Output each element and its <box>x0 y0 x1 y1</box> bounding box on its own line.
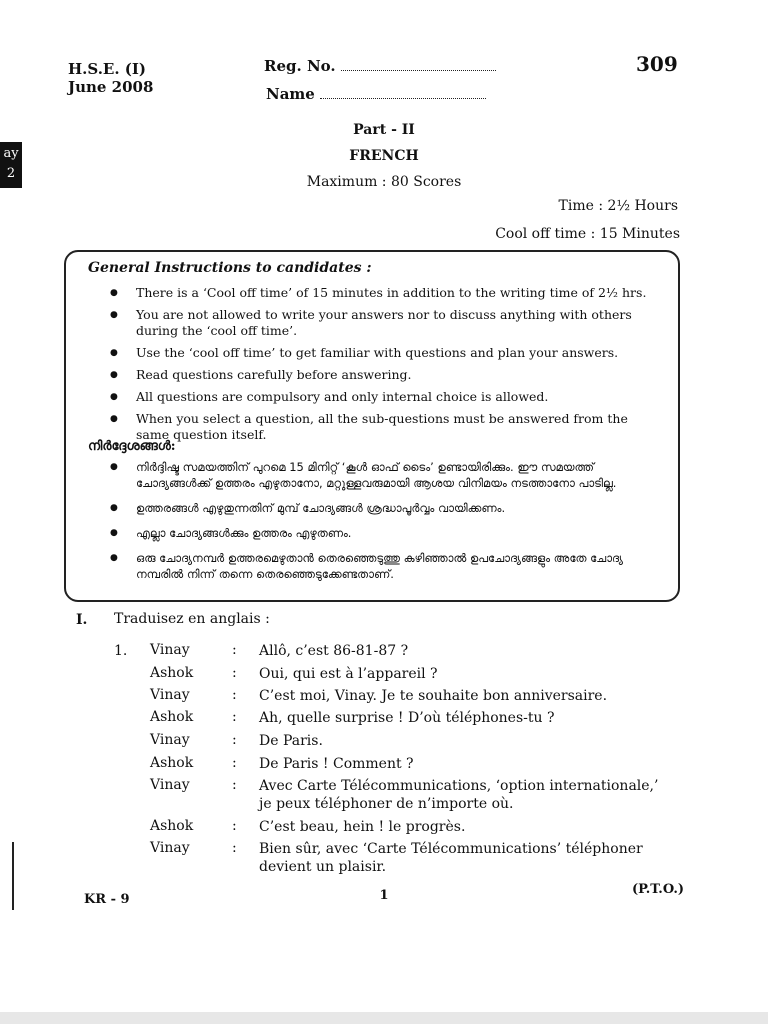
cool-off-time: Cool off time : 15 Minutes <box>495 226 680 242</box>
instruction-item: ● Read questions carefully before answering. <box>110 367 662 383</box>
colon: : <box>232 687 237 703</box>
edge-tab-line2: 2 <box>6 166 16 181</box>
subject-title: FRENCH <box>349 148 419 164</box>
colon: : <box>232 777 237 793</box>
question-number: 1. <box>114 643 128 659</box>
colon: : <box>232 709 237 725</box>
colon: : <box>232 642 237 658</box>
page-number: 1 <box>379 888 389 903</box>
section-instruction: Traduisez en anglais : <box>114 611 270 627</box>
colon: : <box>232 665 237 681</box>
scan-bottom-edge <box>0 1012 768 1024</box>
instructions-list <box>110 285 662 449</box>
instruction-item: ● When you select a question, all the sub-questions must be answered from the same question itself. <box>110 411 662 443</box>
speaker: Ashok <box>150 665 194 681</box>
speaker: Ashok <box>150 709 194 725</box>
line-text: Oui, qui est à l’appareil ? <box>259 666 438 682</box>
malayalam-instructions-heading: നിർദ്ദേശങ്ങൾ: <box>88 439 176 454</box>
line-text: Bien sûr, avec ‘Carte Télécommunications’ téléphoner devient un plaisir. <box>259 841 643 875</box>
line-text: De Paris. <box>259 733 323 749</box>
pto-label: (P.T.O.) <box>632 882 685 897</box>
footer-code: KR - 9 <box>84 892 130 907</box>
time-allowed: Time : 2½ Hours <box>558 198 678 214</box>
line-text: Ah, quelle surprise ! D’où téléphones-tu ? <box>259 710 555 726</box>
colon: : <box>232 755 237 771</box>
speaker: Vinay <box>150 642 190 658</box>
malayalam-instructions-list <box>110 459 662 591</box>
malayalam-instruction-item: ● നിർദ്ദിഷ്ട സമയത്തിന് പുറമെ 15 മിനിറ്റ് ‘കൂൾ ഓഫ് ടൈം’ ഉണ്ടായിരിക്കും. ഈ സമയത്ത് ചോദ്യങ്ങൾക്ക് ഉത്തരം എഴുതാനോ, മറ്റുള്ളവരുമായി ആശയ വിനിമയം നടത്താനോ പാടില്ല. <box>110 459 662 491</box>
reg-no-label: Reg. No. <box>264 57 336 75</box>
margin-mark <box>12 842 14 910</box>
reg-no-field <box>264 57 496 75</box>
instruction-item: ● You are not allowed to write your answers nor to discuss anything with others during the ‘cool off time’. <box>110 307 662 339</box>
colon: : <box>232 840 237 856</box>
instructions-box <box>64 250 680 602</box>
line-text: C’est moi, Vinay. Je te souhaite bon anniversaire. <box>259 688 608 704</box>
edge-tab-line1: ay <box>3 146 19 161</box>
name-label: Name <box>266 85 315 103</box>
section-number: I. <box>76 612 88 628</box>
colon: : <box>232 818 237 834</box>
speaker: Vinay <box>150 777 190 793</box>
malayalam-instruction-item: ● എല്ലാ ചോദ്യങ്ങൾക്കും ഉത്തരം എഴുതണം. <box>110 525 662 541</box>
speaker: Vinay <box>150 732 190 748</box>
instruction-item: ● All questions are compulsory and only internal choice is allowed. <box>110 389 662 405</box>
exam-code-label: H.S.E. (I) <box>68 60 147 78</box>
exam-session: June 2008 <box>68 78 154 96</box>
instruction-item: ● There is a ‘Cool off time’ of 15 minutes in addition to the writing time of 2½ hrs. <box>110 285 662 301</box>
colon: : <box>232 732 237 748</box>
malayalam-instruction-item: ● ഉത്തരങ്ങൾ എഴുതുന്നതിന് മുമ്പ് ചോദ്യങ്ങൾ ശ്രദ്ധാപൂർവ്വം വായിക്കണം. <box>110 500 662 516</box>
line-text: Avec Carte Télécommunications, ‘option internationale,’ je peux téléphoner de n’importe où. <box>259 778 659 812</box>
paper-code: 309 <box>636 52 678 76</box>
speaker: Ashok <box>150 818 194 834</box>
speaker: Vinay <box>150 840 190 856</box>
malayalam-instruction-item: ● ഒരു ചോദ്യനമ്പർ ഉത്തരമെഴുതാൻ തെരഞ്ഞെടുത്തു കഴിഞ്ഞാൽ ഉപചോദ്യങ്ങളും അതേ ചോദ്യ നമ്പരിൽ നിന്ന് തന്നെ തെരഞ്ഞെടുക്കേണ്ടതാണ്. <box>110 550 662 582</box>
name-line <box>320 86 486 99</box>
part-label: Part - II <box>353 122 415 138</box>
line-text: Allô, c’est 86-81-87 ? <box>259 643 409 659</box>
instruction-item: ● Use the ‘cool off time’ to get familiar with questions and plan your answers. <box>110 345 662 361</box>
speaker: Vinay <box>150 687 190 703</box>
maximum-scores: Maximum : 80 Scores <box>306 174 462 190</box>
speaker: Ashok <box>150 755 194 771</box>
reg-no-line <box>341 58 496 71</box>
instructions-heading: General Instructions to candidates : <box>88 260 372 276</box>
line-text: De Paris ! Comment ? <box>259 756 414 772</box>
line-text: C’est beau, hein ! le progrès. <box>259 819 466 835</box>
name-field <box>266 85 486 103</box>
